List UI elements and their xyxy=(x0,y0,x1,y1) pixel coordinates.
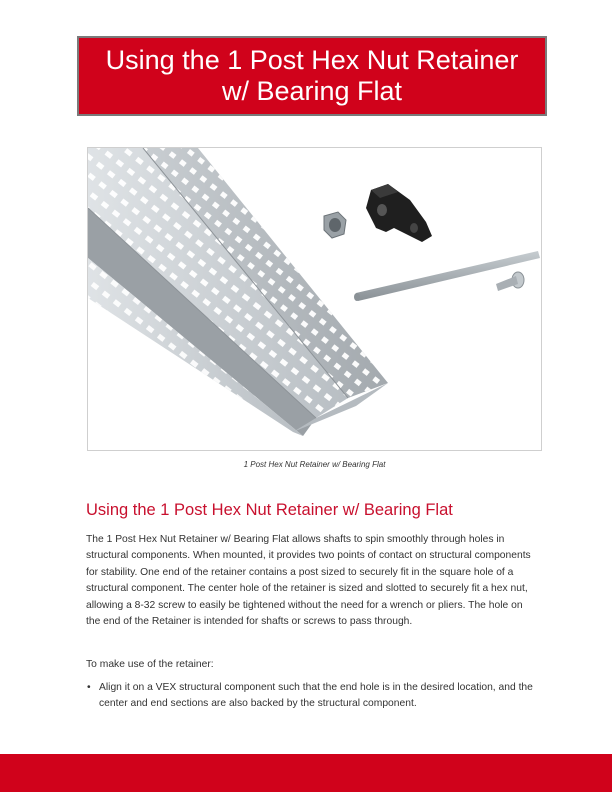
footer-bar xyxy=(0,754,612,792)
section-heading: Using the 1 Post Hex Nut Retainer w/ Bearing Flat xyxy=(86,501,453,519)
body-paragraph-intro: To make use of the retainer: xyxy=(86,659,214,670)
screw xyxy=(496,272,524,291)
instruction-list xyxy=(86,680,536,713)
title-banner xyxy=(77,36,547,116)
product-figure xyxy=(87,147,542,451)
structural-channel xyxy=(88,148,388,436)
hex-nut xyxy=(324,212,346,238)
body-paragraph: The 1 Post Hex Nut Retainer w/ Bearing Flat allows shafts to spin smoothly through holes in structural components. When mounted, it provides two points of contact on structural components for stability. One end of the retainer contains a post sized to securely fit in the square hole of a structural component. The center hole of the retainer is sized and slotted to securely fit a hex nut, allowing a 8-32 screw to easily be tightened without the need for a wrench or pliers. The hole on the end of the Retainer is intended for shafts or screws to pass through. xyxy=(86,534,531,628)
bullet-icon: • xyxy=(87,682,91,693)
list-item xyxy=(86,680,536,713)
list-item-text: Align it on a VEX structural component such that the end hole is in the desired location, and the center and end sections are also backed by the structural component. xyxy=(99,682,533,710)
shaft xyxy=(354,251,540,301)
retainer xyxy=(366,184,432,242)
product-illustration xyxy=(88,148,542,451)
page-title: Using the 1 Post Hex Nut Retainer w/ Bearing Flat xyxy=(105,45,519,106)
figure-caption: 1 Post Hex Nut Retainer w/ Bearing Flat xyxy=(243,460,386,469)
